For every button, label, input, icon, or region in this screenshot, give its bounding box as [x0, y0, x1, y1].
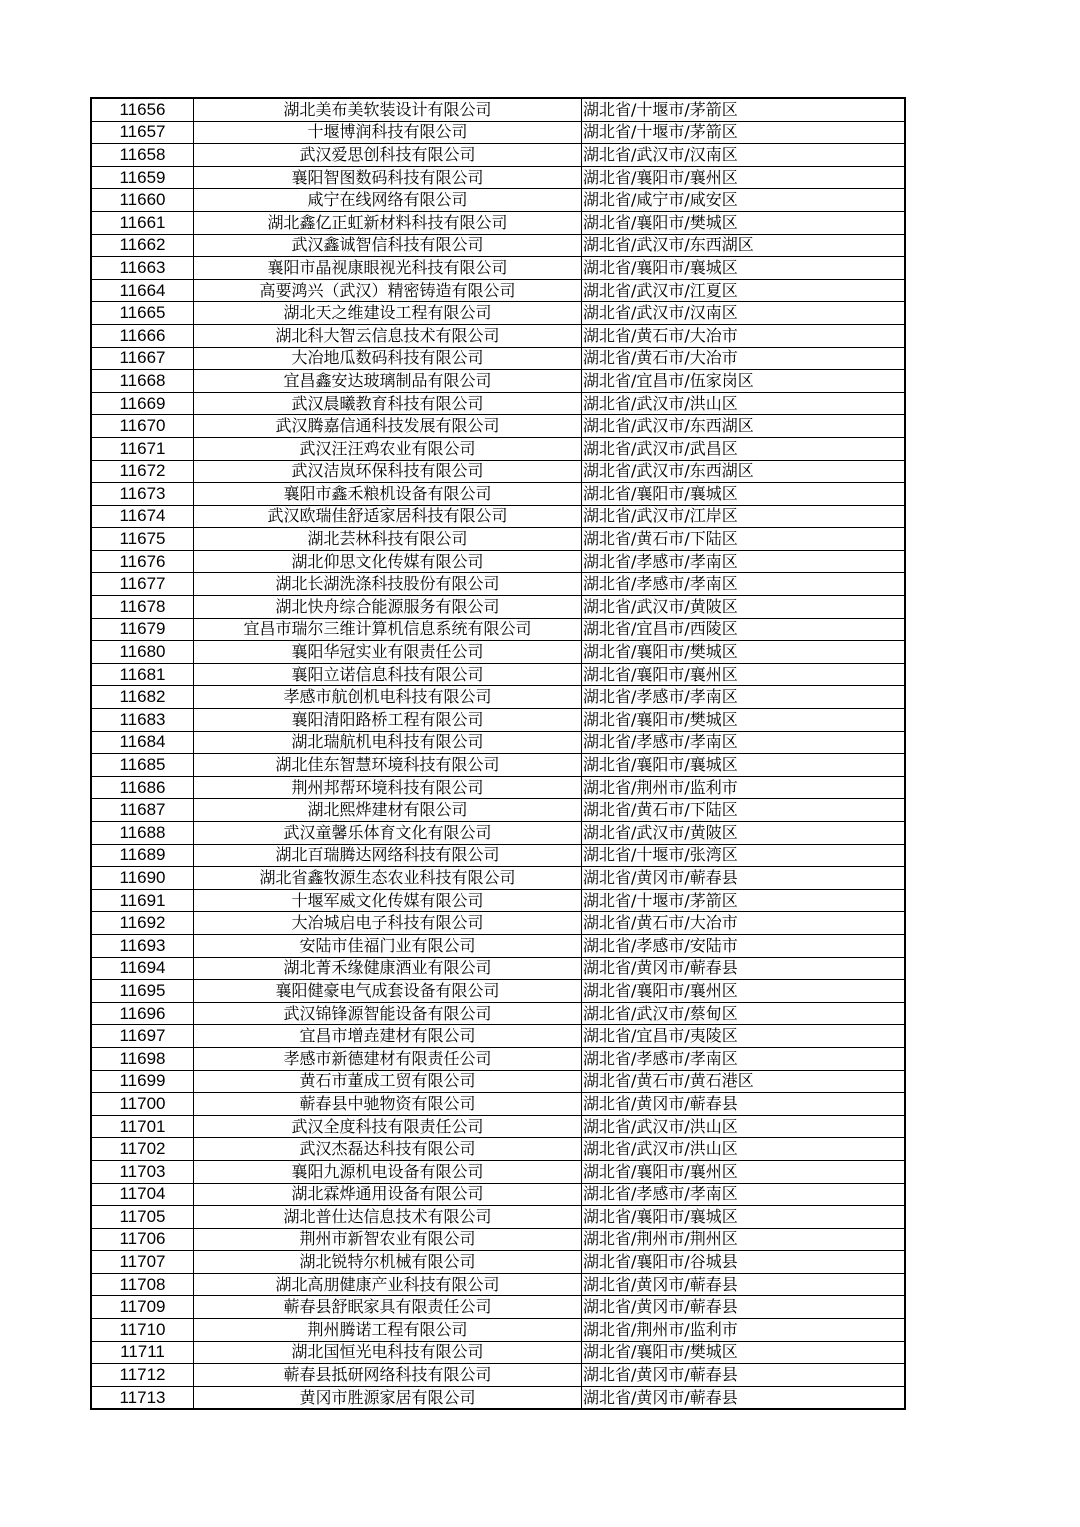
table-row	[91, 641, 905, 664]
table-row	[91, 596, 905, 619]
company-name-cell: 蕲春县抵研网络科技有限公司	[194, 1364, 582, 1387]
company-name-cell: 武汉晨曦教育科技有限公司	[194, 392, 582, 415]
company-name-cell: 襄阳健豪电气成套设备有限公司	[194, 980, 582, 1003]
row-id-cell: 11680	[91, 641, 194, 664]
table-row	[91, 528, 905, 551]
location-cell: 湖北省/襄阳市/襄州区	[582, 166, 906, 189]
company-name-cell: 武汉全度科技有限责任公司	[194, 1115, 582, 1138]
table-row	[91, 1364, 905, 1387]
table-row	[91, 370, 905, 393]
location-cell: 湖北省/孝感市/孝南区	[582, 686, 906, 709]
row-id-cell: 11687	[91, 799, 194, 822]
row-id-cell: 11702	[91, 1138, 194, 1161]
location-cell: 湖北省/宜昌市/夷陵区	[582, 1025, 906, 1048]
location-cell: 湖北省/襄阳市/襄城区	[582, 483, 906, 506]
company-name-cell: 高要鸿兴（武汉）精密铸造有限公司	[194, 279, 582, 302]
location-cell: 湖北省/襄阳市/樊城区	[582, 709, 906, 732]
company-name-cell: 湖北快舟综合能源服务有限公司	[194, 596, 582, 619]
table-row	[91, 1319, 905, 1342]
table-row	[91, 234, 905, 257]
row-id-cell: 11661	[91, 211, 194, 234]
table-row	[91, 324, 905, 347]
location-cell: 湖北省/襄阳市/樊城区	[582, 211, 906, 234]
location-cell: 湖北省/襄阳市/襄城区	[582, 1206, 906, 1229]
table-row	[91, 505, 905, 528]
table-row	[91, 347, 905, 370]
table-row	[91, 1160, 905, 1183]
table-row	[91, 844, 905, 867]
company-name-cell: 黄石市董成工贸有限公司	[194, 1070, 582, 1093]
location-cell: 湖北省/襄阳市/襄城区	[582, 257, 906, 280]
location-cell: 湖北省/咸宁市/咸安区	[582, 189, 906, 212]
company-name-cell: 宜昌市增垚建材有限公司	[194, 1025, 582, 1048]
location-cell: 湖北省/黄冈市/蕲春县	[582, 867, 906, 890]
company-name-cell: 湖北国恒光电科技有限公司	[194, 1341, 582, 1364]
row-id-cell: 11664	[91, 279, 194, 302]
location-cell: 湖北省/荆州市/监利市	[582, 776, 906, 799]
company-name-cell: 大冶地瓜数码科技有限公司	[194, 347, 582, 370]
location-cell: 湖北省/孝感市/孝南区	[582, 1183, 906, 1206]
location-cell: 湖北省/黄冈市/蕲春县	[582, 1273, 906, 1296]
row-id-cell: 11671	[91, 437, 194, 460]
row-id-cell: 11678	[91, 596, 194, 619]
row-id-cell: 11657	[91, 121, 194, 144]
company-name-cell: 湖北普仕达信息技术有限公司	[194, 1206, 582, 1229]
location-cell: 湖北省/荆州市/荆州区	[582, 1228, 906, 1251]
company-name-cell: 襄阳立诺信息科技有限公司	[194, 663, 582, 686]
location-cell: 湖北省/武汉市/蔡甸区	[582, 1002, 906, 1025]
table-row	[91, 1206, 905, 1229]
location-cell: 湖北省/黄冈市/蕲春县	[582, 1386, 906, 1409]
row-id-cell: 11700	[91, 1093, 194, 1116]
location-cell: 湖北省/孝感市/孝南区	[582, 1047, 906, 1070]
company-name-cell: 武汉鑫诚智信科技有限公司	[194, 234, 582, 257]
table-row	[91, 754, 905, 777]
table-row	[91, 1386, 905, 1409]
company-name-cell: 湖北佳东智慧环境科技有限公司	[194, 754, 582, 777]
table-row	[91, 663, 905, 686]
row-id-cell: 11684	[91, 731, 194, 754]
row-id-cell: 11662	[91, 234, 194, 257]
row-id-cell: 11665	[91, 302, 194, 325]
location-cell: 湖北省/黄石市/大冶市	[582, 347, 906, 370]
location-cell: 湖北省/孝感市/孝南区	[582, 573, 906, 596]
table-row	[91, 550, 905, 573]
table-row	[91, 686, 905, 709]
row-id-cell: 11656	[91, 98, 194, 121]
row-id-cell: 11698	[91, 1047, 194, 1070]
row-id-cell: 11669	[91, 392, 194, 415]
table-row	[91, 189, 905, 212]
company-name-cell: 湖北百瑞腾达网络科技有限公司	[194, 844, 582, 867]
location-cell: 湖北省/武汉市/东西湖区	[582, 234, 906, 257]
location-cell: 湖北省/襄阳市/樊城区	[582, 1341, 906, 1364]
company-name-cell: 武汉爱思创科技有限公司	[194, 144, 582, 167]
row-id-cell: 11679	[91, 618, 194, 641]
row-id-cell: 11660	[91, 189, 194, 212]
location-cell: 湖北省/襄阳市/襄州区	[582, 1160, 906, 1183]
location-cell: 湖北省/襄阳市/襄州区	[582, 663, 906, 686]
location-cell: 湖北省/襄阳市/谷城县	[582, 1251, 906, 1274]
location-cell: 湖北省/黄冈市/蕲春县	[582, 1364, 906, 1387]
table-row	[91, 799, 905, 822]
company-name-cell: 武汉洁岚环保科技有限公司	[194, 460, 582, 483]
location-cell: 湖北省/黄石市/黄石港区	[582, 1070, 906, 1093]
company-name-cell: 安陆市佳福门业有限公司	[194, 934, 582, 957]
table-row	[91, 912, 905, 935]
location-cell: 湖北省/襄阳市/樊城区	[582, 641, 906, 664]
row-id-cell: 11690	[91, 867, 194, 890]
row-id-cell: 11710	[91, 1319, 194, 1342]
table-row	[91, 1251, 905, 1274]
table-row	[91, 1341, 905, 1364]
company-name-cell: 湖北高朋健康产业科技有限公司	[194, 1273, 582, 1296]
location-cell: 湖北省/武汉市/江夏区	[582, 279, 906, 302]
company-name-cell: 十堰军威文化传媒有限公司	[194, 889, 582, 912]
company-name-cell: 黄冈市胜源家居有限公司	[194, 1386, 582, 1409]
company-name-cell: 孝感市新德建材有限责任公司	[194, 1047, 582, 1070]
location-cell: 湖北省/孝感市/安陆市	[582, 934, 906, 957]
table-row	[91, 302, 905, 325]
table-row	[91, 1273, 905, 1296]
row-id-cell: 11676	[91, 550, 194, 573]
location-cell: 湖北省/黄石市/大冶市	[582, 324, 906, 347]
location-cell: 湖北省/襄阳市/襄城区	[582, 754, 906, 777]
location-cell: 湖北省/武汉市/黄陂区	[582, 822, 906, 845]
company-name-cell: 蕲春县中驰物资有限公司	[194, 1093, 582, 1116]
company-name-cell: 武汉欧瑞佳舒适家居科技有限公司	[194, 505, 582, 528]
company-name-cell: 大冶城启电子科技有限公司	[194, 912, 582, 935]
company-name-cell: 湖北天之维建设工程有限公司	[194, 302, 582, 325]
row-id-cell: 11708	[91, 1273, 194, 1296]
location-cell: 湖北省/武汉市/汉南区	[582, 144, 906, 167]
table-row	[91, 415, 905, 438]
location-cell: 湖北省/武汉市/洪山区	[582, 392, 906, 415]
location-cell: 湖北省/孝感市/孝南区	[582, 731, 906, 754]
location-cell: 湖北省/荆州市/监利市	[582, 1319, 906, 1342]
row-id-cell: 11694	[91, 957, 194, 980]
row-id-cell: 11670	[91, 415, 194, 438]
location-cell: 湖北省/十堰市/茅箭区	[582, 889, 906, 912]
row-id-cell: 11673	[91, 483, 194, 506]
location-cell: 湖北省/十堰市/茅箭区	[582, 98, 906, 121]
location-cell: 湖北省/孝感市/孝南区	[582, 550, 906, 573]
table-row	[91, 934, 905, 957]
row-id-cell: 11688	[91, 822, 194, 845]
company-name-cell: 湖北鑫亿正虹新材料科技有限公司	[194, 211, 582, 234]
company-name-cell: 湖北芸林科技有限公司	[194, 528, 582, 551]
row-id-cell: 11711	[91, 1341, 194, 1364]
company-name-cell: 宜昌市瑞尔三维计算机信息系统有限公司	[194, 618, 582, 641]
company-name-cell: 襄阳清阳路桥工程有限公司	[194, 709, 582, 732]
row-id-cell: 11713	[91, 1386, 194, 1409]
company-name-cell: 湖北科大智云信息技术有限公司	[194, 324, 582, 347]
table-row	[91, 1002, 905, 1025]
table-row	[91, 483, 905, 506]
company-name-cell: 湖北锐特尔机械有限公司	[194, 1251, 582, 1274]
row-id-cell: 11699	[91, 1070, 194, 1093]
company-name-cell: 荆州邦帮环境科技有限公司	[194, 776, 582, 799]
row-id-cell: 11712	[91, 1364, 194, 1387]
company-name-cell: 湖北熙烨建材有限公司	[194, 799, 582, 822]
location-cell: 湖北省/黄石市/下陆区	[582, 799, 906, 822]
location-cell: 湖北省/武汉市/江岸区	[582, 505, 906, 528]
company-name-cell: 襄阳九源机电设备有限公司	[194, 1160, 582, 1183]
row-id-cell: 11681	[91, 663, 194, 686]
row-id-cell: 11692	[91, 912, 194, 935]
table-row	[91, 889, 905, 912]
row-id-cell: 11667	[91, 347, 194, 370]
table-row	[91, 867, 905, 890]
row-id-cell: 11689	[91, 844, 194, 867]
company-list-table	[90, 97, 906, 1410]
location-cell: 湖北省/黄冈市/蕲春县	[582, 1296, 906, 1319]
row-id-cell: 11668	[91, 370, 194, 393]
location-cell: 湖北省/武汉市/汉南区	[582, 302, 906, 325]
table-row	[91, 211, 905, 234]
location-cell: 湖北省/武汉市/洪山区	[582, 1138, 906, 1161]
company-name-cell: 武汉杰磊达科技有限公司	[194, 1138, 582, 1161]
company-name-cell: 襄阳市鑫禾粮机设备有限公司	[194, 483, 582, 506]
row-id-cell: 11685	[91, 754, 194, 777]
table-row	[91, 166, 905, 189]
company-name-cell: 武汉锦锋源智能设备有限公司	[194, 1002, 582, 1025]
location-cell: 湖北省/武汉市/东西湖区	[582, 460, 906, 483]
row-id-cell: 11697	[91, 1025, 194, 1048]
table-row	[91, 1093, 905, 1116]
company-name-cell: 湖北美布美软装设计有限公司	[194, 98, 582, 121]
company-name-cell: 湖北菁禾缘健康酒业有限公司	[194, 957, 582, 980]
table-row	[91, 1138, 905, 1161]
company-name-cell: 荆州腾诺工程有限公司	[194, 1319, 582, 1342]
company-name-cell: 湖北省鑫牧源生态农业科技有限公司	[194, 867, 582, 890]
table-row	[91, 437, 905, 460]
row-id-cell: 11658	[91, 144, 194, 167]
company-list-body	[91, 98, 905, 1409]
location-cell: 湖北省/黄冈市/蕲春县	[582, 1093, 906, 1116]
company-name-cell: 武汉汪汪鸡农业有限公司	[194, 437, 582, 460]
table-row	[91, 731, 905, 754]
row-id-cell: 11707	[91, 1251, 194, 1274]
location-cell: 湖北省/武汉市/黄陂区	[582, 596, 906, 619]
location-cell: 湖北省/宜昌市/西陵区	[582, 618, 906, 641]
row-id-cell: 11674	[91, 505, 194, 528]
table-row	[91, 1047, 905, 1070]
row-id-cell: 11666	[91, 324, 194, 347]
company-name-cell: 武汉腾嘉信通科技发展有限公司	[194, 415, 582, 438]
company-name-cell: 十堰博润科技有限公司	[194, 121, 582, 144]
row-id-cell: 11677	[91, 573, 194, 596]
row-id-cell: 11682	[91, 686, 194, 709]
table-row	[91, 776, 905, 799]
company-name-cell: 襄阳华冠实业有限责任公司	[194, 641, 582, 664]
row-id-cell: 11709	[91, 1296, 194, 1319]
company-name-cell: 湖北仰思文化传媒有限公司	[194, 550, 582, 573]
location-cell: 湖北省/襄阳市/襄州区	[582, 980, 906, 1003]
location-cell: 湖北省/十堰市/张湾区	[582, 844, 906, 867]
row-id-cell: 11695	[91, 980, 194, 1003]
table-row	[91, 460, 905, 483]
table-row	[91, 618, 905, 641]
company-name-cell: 荆州市新智农业有限公司	[194, 1228, 582, 1251]
table-row	[91, 1115, 905, 1138]
row-id-cell: 11701	[91, 1115, 194, 1138]
location-cell: 湖北省/黄石市/下陆区	[582, 528, 906, 551]
row-id-cell: 11659	[91, 166, 194, 189]
table-row	[91, 144, 905, 167]
table-row	[91, 1025, 905, 1048]
company-name-cell: 湖北长湖洗涤科技股份有限公司	[194, 573, 582, 596]
company-name-cell: 宜昌鑫安达玻璃制品有限公司	[194, 370, 582, 393]
row-id-cell: 11672	[91, 460, 194, 483]
company-name-cell: 湖北瑞航机电科技有限公司	[194, 731, 582, 754]
company-name-cell: 襄阳市晶视康眼视光科技有限公司	[194, 257, 582, 280]
row-id-cell: 11704	[91, 1183, 194, 1206]
location-cell: 湖北省/黄冈市/蕲春县	[582, 957, 906, 980]
table-row	[91, 1228, 905, 1251]
table-row	[91, 98, 905, 121]
location-cell: 湖北省/武汉市/洪山区	[582, 1115, 906, 1138]
company-name-cell: 襄阳智图数码科技有限公司	[194, 166, 582, 189]
location-cell: 湖北省/黄石市/大冶市	[582, 912, 906, 935]
row-id-cell: 11675	[91, 528, 194, 551]
table-row	[91, 279, 905, 302]
row-id-cell: 11705	[91, 1206, 194, 1229]
row-id-cell: 11663	[91, 257, 194, 280]
table-row	[91, 573, 905, 596]
row-id-cell: 11693	[91, 934, 194, 957]
company-name-cell: 咸宁在线网络有限公司	[194, 189, 582, 212]
table-row	[91, 1070, 905, 1093]
table-row	[91, 980, 905, 1003]
location-cell: 湖北省/十堰市/茅箭区	[582, 121, 906, 144]
company-name-cell: 武汉童馨乐体育文化有限公司	[194, 822, 582, 845]
location-cell: 湖北省/武汉市/武昌区	[582, 437, 906, 460]
location-cell: 湖北省/武汉市/东西湖区	[582, 415, 906, 438]
table-row	[91, 1183, 905, 1206]
row-id-cell: 11691	[91, 889, 194, 912]
company-name-cell: 孝感市航创机电科技有限公司	[194, 686, 582, 709]
location-cell: 湖北省/宜昌市/伍家岗区	[582, 370, 906, 393]
table-row	[91, 1296, 905, 1319]
row-id-cell: 11686	[91, 776, 194, 799]
row-id-cell: 11706	[91, 1228, 194, 1251]
table-row	[91, 392, 905, 415]
row-id-cell: 11696	[91, 1002, 194, 1025]
table-row	[91, 257, 905, 280]
company-name-cell: 蕲春县舒眠家具有限责任公司	[194, 1296, 582, 1319]
table-row	[91, 957, 905, 980]
table-row	[91, 709, 905, 732]
row-id-cell: 11703	[91, 1160, 194, 1183]
row-id-cell: 11683	[91, 709, 194, 732]
table-row	[91, 822, 905, 845]
company-name-cell: 湖北霖烨通用设备有限公司	[194, 1183, 582, 1206]
table-row	[91, 121, 905, 144]
